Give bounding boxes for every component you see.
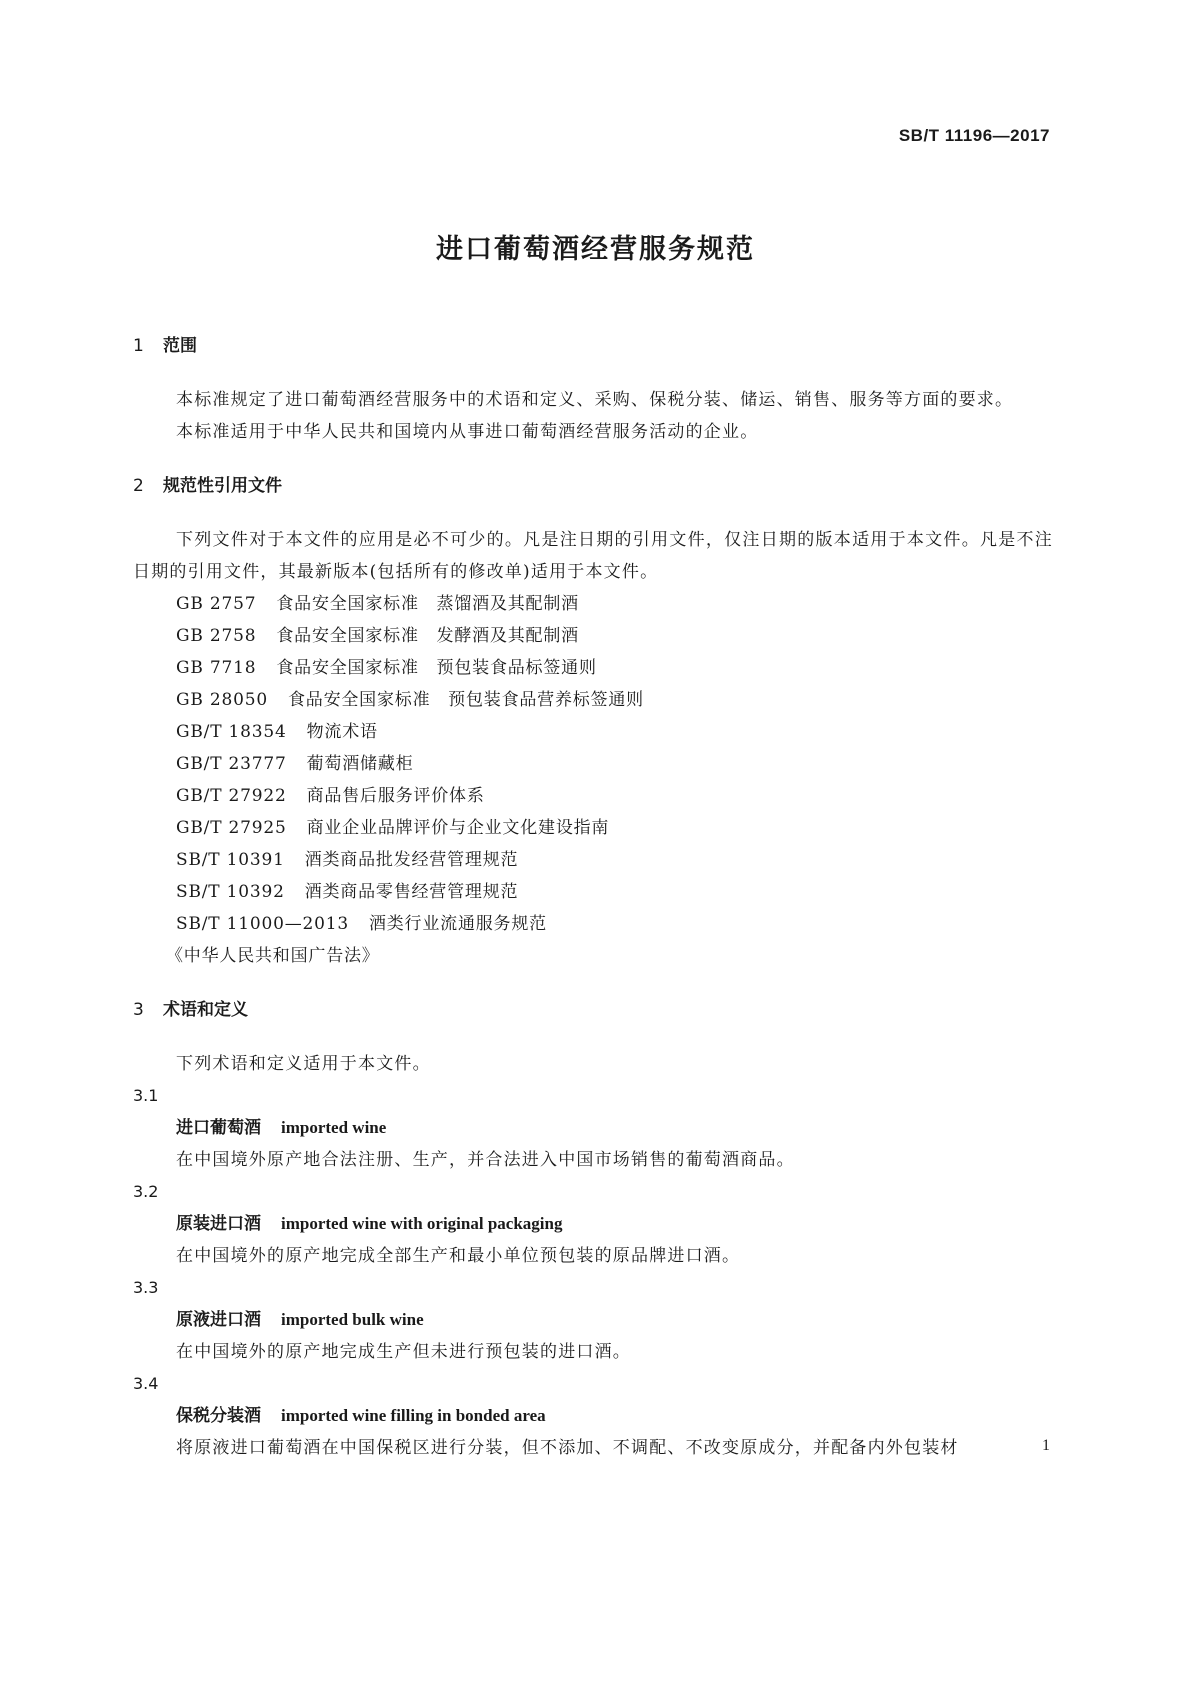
reference-code: GB 7718: [176, 658, 257, 678]
term-title: [133, 1112, 1053, 1144]
term-title: [133, 1304, 1053, 1336]
term-number: 3.4: [133, 1374, 159, 1393]
term-english: imported wine with original packaging: [281, 1214, 563, 1233]
term-title: [133, 1400, 1053, 1432]
reference-item: [133, 748, 1053, 780]
reference-code: SB/T 10392: [176, 882, 285, 902]
reference-code: GB/T 27922: [176, 786, 287, 806]
term-definition: 在中国境外的原产地完成全部生产和最小单位预包装的原品牌进口酒。: [176, 1246, 741, 1266]
term-chinese: 进口葡萄酒: [176, 1118, 261, 1138]
term-chinese: 原装进口酒: [176, 1214, 261, 1234]
reference-name: 食品安全国家标准 预包装食品标签通则: [276, 658, 597, 678]
term-definition: 在中国境外的原产地完成生产但未进行预包装的进口酒。: [176, 1342, 631, 1362]
reference-item: [133, 844, 1053, 876]
section-heading-references: [133, 470, 1053, 502]
reference-code: SB/T 10391: [176, 850, 285, 870]
reference-item: [133, 620, 1053, 652]
reference-code: GB 28050: [176, 690, 268, 710]
reference-code: GB/T 23777: [176, 754, 287, 774]
term-chinese: 保税分装酒: [176, 1406, 261, 1426]
reference-code: GB 2757: [176, 594, 257, 614]
reference-name: 酒类商品批发经营管理规范: [304, 850, 519, 870]
term-english: imported bulk wine: [281, 1310, 424, 1329]
term-number: 3.1: [133, 1086, 159, 1105]
reference-item: [133, 876, 1053, 908]
term-number: 3.3: [133, 1278, 159, 1297]
reference-name: 商业企业品牌评价与企业文化建设指南: [306, 818, 610, 838]
reference-item: [133, 684, 1053, 716]
term-english: imported wine: [281, 1118, 387, 1137]
reference-item: [133, 780, 1053, 812]
section-number: 1: [133, 336, 144, 356]
reference-item: [133, 812, 1053, 844]
document-standard-number: SB/T 11196—2017: [898, 126, 1050, 145]
section-number: 2: [133, 476, 144, 496]
reference-code: GB/T 18354: [176, 722, 287, 742]
section-heading-terms: [133, 994, 1053, 1026]
section-number: 3: [133, 1000, 144, 1020]
reference-item: [133, 652, 1053, 684]
reference-name: 食品安全国家标准 蒸馏酒及其配制酒: [276, 594, 579, 614]
page-number: 1: [1042, 1437, 1050, 1454]
reference-item: [133, 716, 1053, 748]
reference-name: 酒类商品零售经营管理规范: [304, 882, 519, 902]
reference-code: GB/T 27925: [176, 818, 287, 838]
reference-item: [133, 908, 1053, 940]
scope-paragraph: 本标准适用于中华人民共和国境内从事进口葡萄酒经营服务活动的企业。: [176, 422, 759, 442]
reference-code: SB/T 11000—2013: [176, 914, 349, 934]
term-title: [133, 1208, 1053, 1240]
reference-code: GB 2758: [176, 626, 257, 646]
terms-intro: 下列术语和定义适用于本文件。: [176, 1054, 431, 1074]
term-definition: 在中国境外原产地合法注册、生产，并合法进入中国市场销售的葡萄酒商品。: [176, 1150, 795, 1170]
term-english: imported wine filling in bonded area: [281, 1406, 546, 1425]
section-title: 范围: [163, 336, 197, 356]
reference-name: 食品安全国家标准 发酵酒及其配制酒: [276, 626, 579, 646]
reference-name: 食品安全国家标准 预包装食品营养标签通则: [287, 690, 644, 710]
term-definition: 将原液进口葡萄酒在中国保税区进行分装，但不添加、不调配、不改变原成分，并配备内外包装材: [176, 1438, 959, 1458]
term-number: 3.2: [133, 1182, 159, 1201]
reference-name: 酒类行业流通服务规范: [368, 914, 547, 934]
reference-law: 《中华人民共和国广告法》: [166, 946, 380, 966]
scope-paragraph: 本标准规定了进口葡萄酒经营服务中的术语和定义、采购、保税分装、储运、销售、服务等方面的要求。: [176, 390, 1014, 410]
section-heading-scope: [133, 330, 1053, 362]
reference-name: 物流术语: [306, 722, 378, 742]
reference-name: 商品售后服务评价体系: [306, 786, 485, 806]
document-body: [133, 330, 1053, 1464]
reference-item: [133, 588, 1053, 620]
section-title: 术语和定义: [163, 1000, 248, 1020]
section-title: 规范性引用文件: [163, 476, 282, 496]
reference-name: 葡萄酒储藏柜: [306, 754, 414, 774]
references-intro: 下列文件对于本文件的应用是必不可少的。凡是注日期的引用文件，仅注日期的版本适用于本文件。凡是不注日期的引用文件，其最新版本(包括所有的修改单)适用于本文件。: [133, 530, 1053, 582]
term-chinese: 原液进口酒: [176, 1310, 261, 1330]
document-title: 进口葡萄酒经营服务规范: [436, 234, 755, 265]
